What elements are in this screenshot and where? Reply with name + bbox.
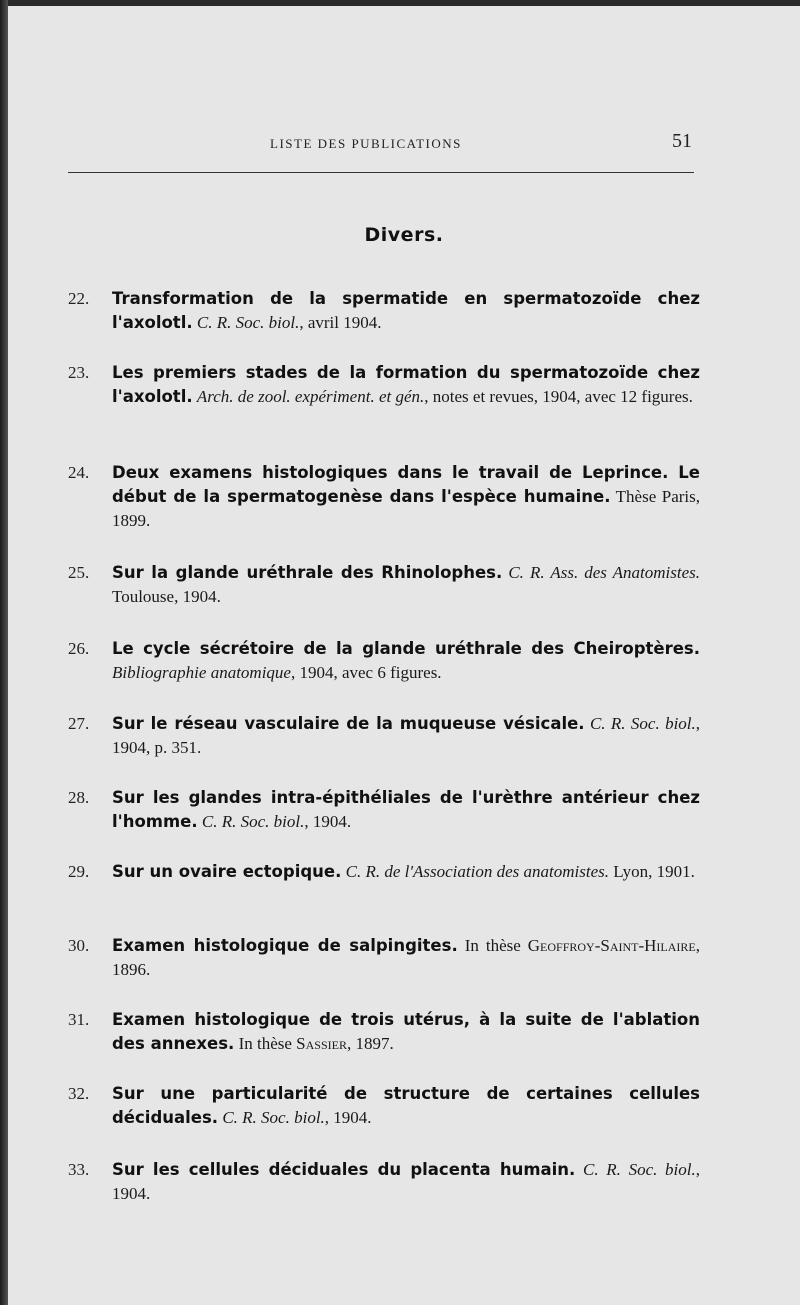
entry-source: C. R. Soc. biol.	[201, 812, 305, 831]
book-spine-shadow	[0, 0, 8, 1305]
publication-entry	[68, 1082, 700, 1130]
entry-author: Sassier	[296, 1034, 347, 1053]
entry-details: , 1904.	[324, 1108, 372, 1127]
entry-source: C. R. Soc. biol.	[196, 313, 300, 332]
entry-title: Le cycle sécrétoire de la glande uréthrale des Cheiroptères.	[112, 639, 700, 658]
entry-number: 27.	[68, 714, 90, 733]
publication-entry	[68, 361, 700, 409]
entry-details: , 1896.	[112, 936, 701, 979]
entry-details: , 1904, p. 351.	[112, 714, 701, 757]
entry-title: Deux examens histologiques dans le travail de Leprince. Le début de la spermatogenèse dans l'espèce humaine.	[112, 463, 700, 506]
entry-title: Sur un ovaire ectopique.	[112, 862, 342, 881]
entry-number: 32.	[68, 1084, 90, 1103]
entry-number: 30.	[68, 936, 90, 955]
publication-entry	[68, 860, 700, 884]
document-page	[8, 6, 800, 1305]
entry-details: , 1904.	[304, 812, 352, 831]
entry-details: , 1897.	[346, 1034, 394, 1053]
publication-entry	[68, 287, 700, 335]
entry-details: Lyon, 1901.	[613, 862, 695, 881]
entry-title: Les premiers stades de la formation du spermatozoïde chez l'axolotl.	[112, 363, 700, 406]
entry-number: 24.	[68, 463, 90, 482]
entry-title: Examen histologique de salpingites.	[112, 936, 458, 955]
entry-source: Arch. de zool. expériment. et gén.	[196, 387, 425, 406]
entry-title: Sur les glandes intra-épithéliales de l'urèthre antérieur chez l'homme.	[112, 788, 700, 831]
entry-title: Sur le réseau vasculaire de la muqueuse vésicale.	[112, 714, 585, 733]
entry-number: 25.	[68, 563, 90, 582]
header-rule	[68, 172, 694, 173]
entry-source: C. R. Soc. biol.	[589, 714, 696, 733]
entry-title: Sur une particularité de structure de certaines cellules déciduales.	[112, 1084, 700, 1127]
entry-number: 22.	[68, 289, 90, 308]
entry-details: Toulouse, 1904.	[112, 587, 221, 606]
entry-number: 31.	[68, 1010, 90, 1029]
section-title: Divers.	[364, 224, 444, 246]
entry-number: 28.	[68, 788, 90, 807]
entry-prefix: In thèse	[238, 1034, 292, 1053]
entry-number: 29.	[68, 862, 90, 881]
publication-entry	[68, 934, 700, 982]
publication-entry	[68, 461, 700, 533]
publication-entry	[68, 561, 700, 609]
entry-source: C. R. Ass. des Anatomistes.	[508, 563, 701, 582]
entry-author: Geoffroy-Saint-Hilaire	[527, 936, 696, 955]
publication-entry	[68, 712, 700, 760]
entry-source: C. R. de l'Association des anatomistes.	[345, 862, 609, 881]
entry-source: Bibliographie anatomique	[112, 663, 291, 682]
page-header	[68, 130, 694, 164]
entry-title: Sur les cellules déciduales du placenta humain.	[112, 1160, 576, 1179]
entry-source: C. R. Soc. biol.	[222, 1108, 325, 1127]
entry-title: Sur la glande uréthrale des Rhinolophes.	[112, 563, 503, 582]
publication-entry	[68, 1008, 700, 1056]
entry-title: Examen histologique de trois utérus, à la suite de l'ablation des annexes.	[112, 1010, 700, 1053]
entry-details: , avril 1904.	[299, 313, 382, 332]
entry-number: 23.	[68, 363, 90, 382]
publication-entry	[68, 786, 700, 834]
entry-details: , notes et revues, 1904, avec 12 figures.	[424, 387, 693, 406]
entry-details: Thèse Paris, 1899.	[112, 487, 700, 530]
entry-details: , 1904.	[112, 1160, 701, 1203]
entry-prefix: In thèse	[464, 936, 521, 955]
entry-number: 33.	[68, 1160, 90, 1179]
entry-source: C. R. Soc. biol.	[583, 1160, 696, 1179]
publication-entry	[68, 637, 700, 685]
page-number: 51	[672, 130, 692, 152]
running-title: LISTE DES PUBLICATIONS	[270, 136, 462, 151]
entry-number: 26.	[68, 639, 90, 658]
publication-entry	[68, 1158, 700, 1206]
entry-title: Transformation de la spermatide en spermatozoïde chez l'axolotl.	[112, 289, 700, 332]
entry-details: , 1904, avec 6 figures.	[290, 663, 442, 682]
